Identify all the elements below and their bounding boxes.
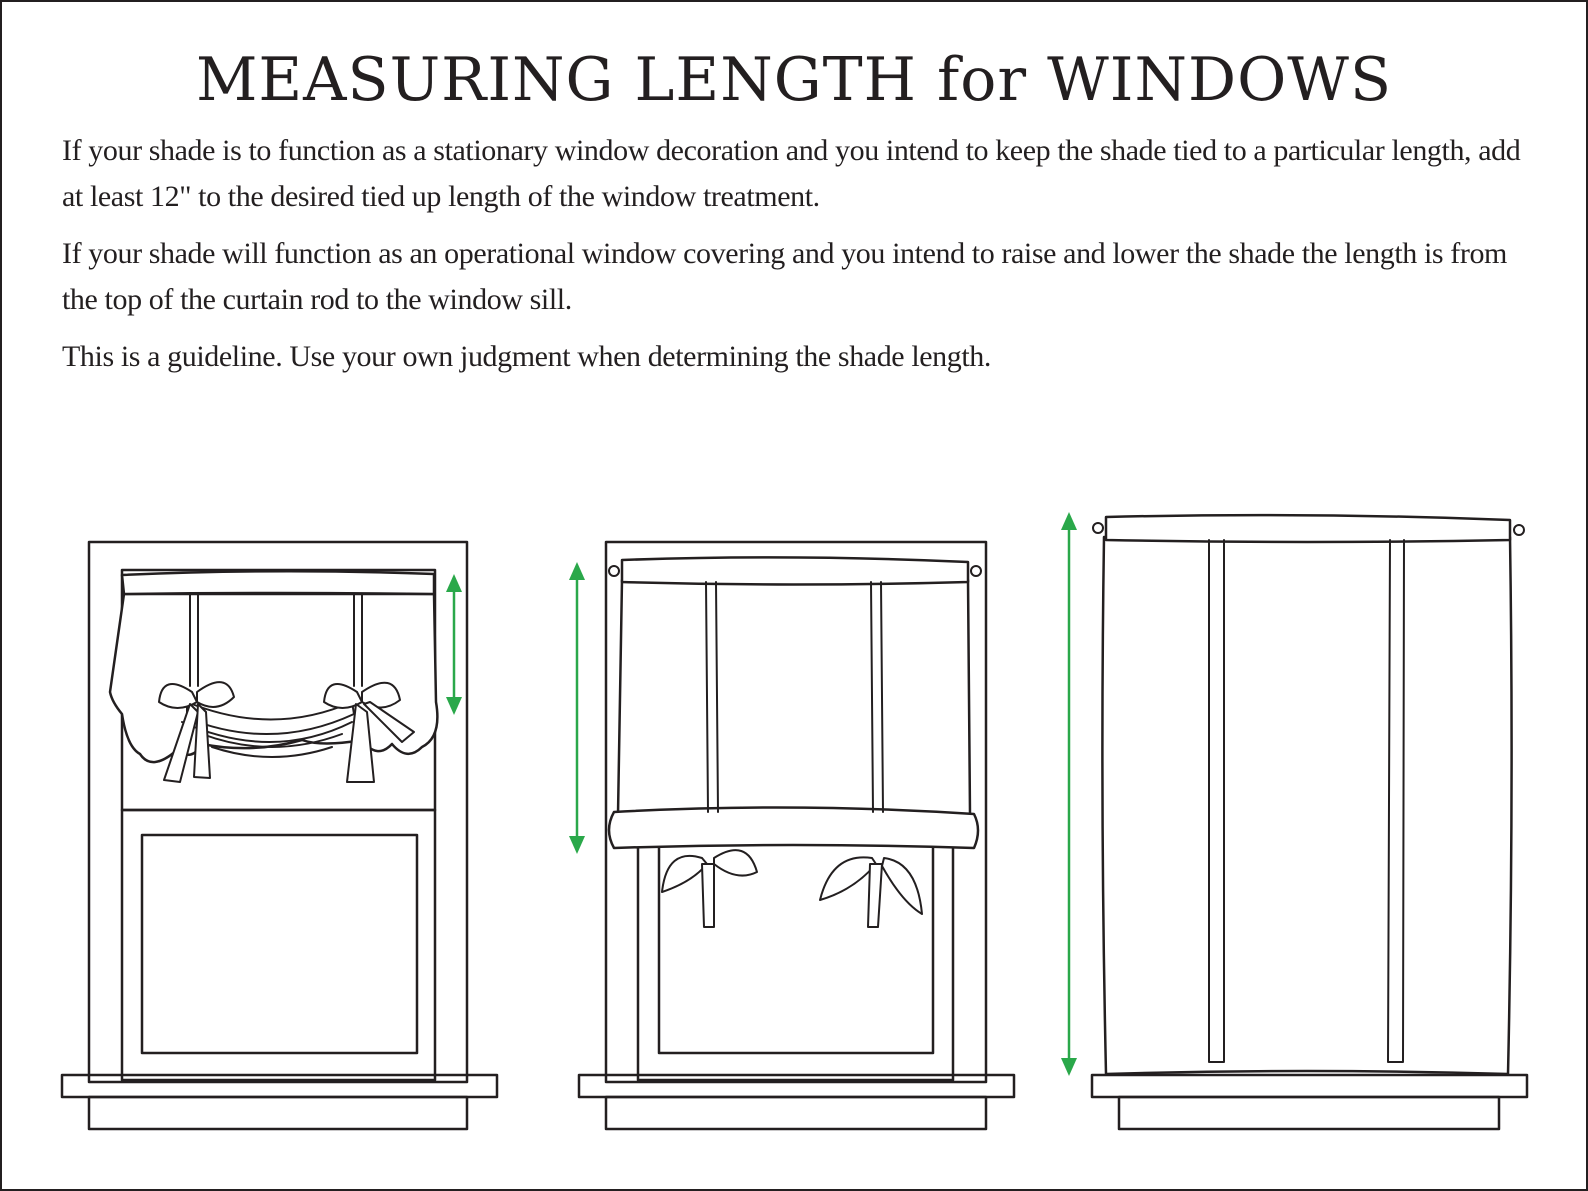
paragraph-guideline: This is a guideline. Use your own judgment when determining the shade length. [62,340,992,373]
window-sill [1092,1075,1527,1129]
window-fully-lowered-shade [1061,512,1527,1129]
curtain-rod [609,557,981,584]
shade-fabric [1102,537,1511,1074]
rolled-hem [609,807,978,848]
page-title: MEASURING LENGTH for WINDOWS [195,45,1393,115]
bow-left [662,850,757,927]
window-partially-raised-shade [569,542,1014,1129]
shade-fabric [618,580,970,814]
curtain-rod [122,571,434,594]
bow-right [820,857,922,927]
window-illustrations [2,2,1586,1189]
paragraph-operational: If your shade will function as an operational window covering and you intend to raise and lower the shade the length is from the top of the curtain rod to the window sill. [62,237,1507,316]
length-arrow-short [446,574,462,715]
paragraph-stationary: If your shade is to function as a stationary window decoration and you intend to keep the shade tied to a particular length, add at least 12" to the desired tied up length of the window treatment. [62,134,1521,213]
curtain-rod [1093,515,1524,542]
window-tied-up-shade [62,542,497,1129]
length-arrow-medium [569,562,585,854]
length-arrow-full [1061,512,1077,1076]
shade-fabric [110,594,437,762]
